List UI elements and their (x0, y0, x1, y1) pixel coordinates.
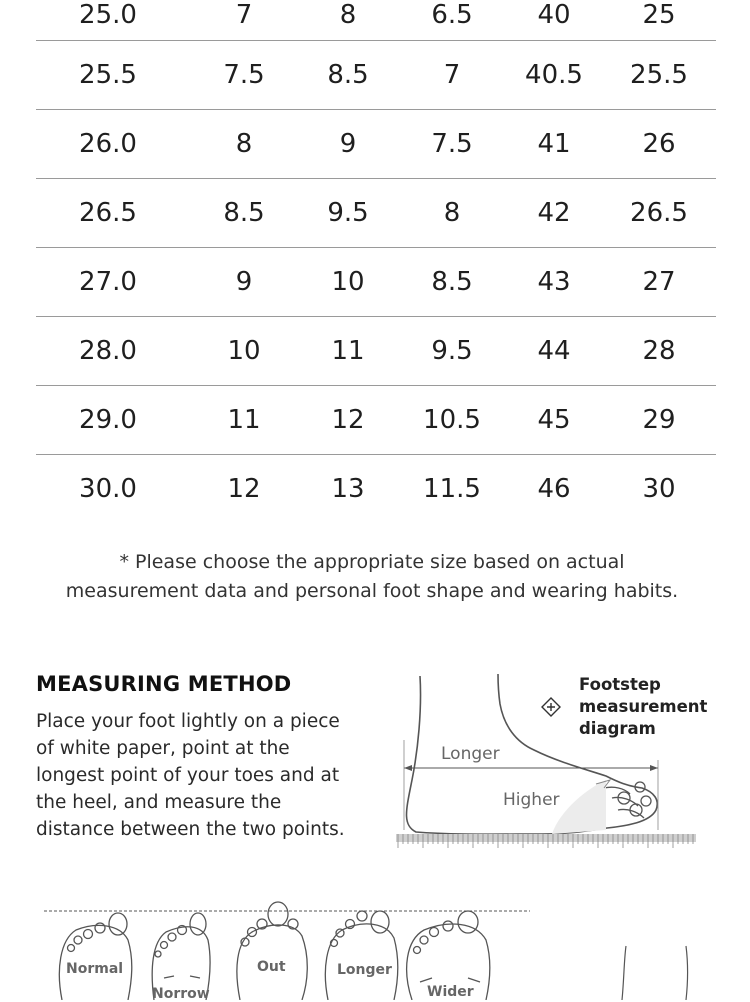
method-line-3: longest point of your toes and at (36, 765, 340, 786)
diagram-caption (579, 674, 729, 740)
longer-label: Longer (441, 744, 500, 764)
table-cell: 9.5 (431, 336, 473, 366)
foot-partial (622, 946, 688, 1000)
shape-label-out: Out (257, 959, 286, 975)
table-cell: 28 (642, 336, 676, 366)
table-cell: 13 (331, 474, 365, 504)
table-cell: 9 (339, 129, 357, 159)
table-cell: 26 (642, 129, 676, 159)
measuring-method-title: MEASURING METHOD (36, 672, 292, 696)
size-note-line-1: * Please choose the appropriate size based on actual (119, 551, 625, 573)
table-cell: 8 (339, 0, 357, 30)
method-line-4: the heel, and measure the (36, 792, 282, 813)
table-row (36, 455, 716, 523)
table-cell: 25.5 (79, 60, 137, 90)
diagram-caption-line-2: measurement (579, 697, 708, 716)
table-cell: 6.5 (431, 0, 473, 30)
table-cell: 10 (227, 336, 261, 366)
method-line-2: of white paper, point at the (36, 738, 290, 759)
table-cell: 9.5 (327, 198, 369, 228)
size-note (0, 548, 744, 606)
ruler (396, 834, 696, 842)
shape-label-wider: Wider (427, 984, 474, 1000)
table-cell: 26.5 (79, 198, 137, 228)
size-note-line-2: measurement data and personal foot shape and wearing habits. (65, 580, 679, 602)
table-cell: 8.5 (327, 60, 369, 90)
table-cell: 8 (443, 198, 461, 228)
table-cell: 11.5 (423, 474, 481, 504)
table-cell: 10 (331, 267, 365, 297)
table-cell: 30.0 (79, 474, 137, 504)
table-cell: 27 (642, 267, 676, 297)
size-table (36, 0, 716, 523)
measuring-method-text (36, 708, 386, 843)
table-cell: 11 (227, 405, 261, 435)
table-cell: 9 (235, 267, 253, 297)
diagram-caption-line-3: diagram (579, 719, 656, 738)
table-cell: 45 (537, 405, 571, 435)
table-cell: 44 (537, 336, 571, 366)
table-row (36, 110, 716, 179)
table-cell: 25 (642, 0, 676, 30)
table-cell: 40 (537, 0, 571, 30)
table-cell: 26.5 (630, 198, 688, 228)
foot-out (237, 902, 307, 1000)
table-cell: 30 (642, 474, 676, 504)
table-cell: 7.5 (223, 60, 265, 90)
table-cell: 29 (642, 405, 676, 435)
table-cell: 12 (331, 405, 365, 435)
table-cell: 8.5 (431, 267, 473, 297)
foot-longer (325, 911, 397, 1000)
table-cell: 46 (537, 474, 571, 504)
table-row (36, 41, 716, 110)
shape-label-normal: Normal (66, 961, 124, 977)
table-cell: 42 (537, 198, 571, 228)
method-line-1: Place your foot lightly on a piece (36, 711, 340, 732)
shape-label-longer: Longer (337, 962, 392, 978)
table-cell: 43 (537, 267, 571, 297)
table-row (36, 0, 716, 41)
table-cell: 25.0 (79, 0, 137, 30)
table-cell: 27.0 (79, 267, 137, 297)
table-cell: 7.5 (431, 129, 473, 159)
foot-shapes-illustration (40, 900, 740, 1000)
table-cell: 26.0 (79, 129, 137, 159)
table-cell: 12 (227, 474, 261, 504)
table-row (36, 317, 716, 386)
higher-label: Higher (503, 790, 560, 810)
diagram-caption-line-1: Footstep (579, 675, 661, 694)
table-cell: 8 (235, 129, 253, 159)
table-row (36, 386, 716, 455)
table-cell: 40.5 (525, 60, 583, 90)
table-cell: 8.5 (223, 198, 265, 228)
table-cell: 28.0 (79, 336, 137, 366)
table-cell: 25.5 (630, 60, 688, 90)
table-cell: 7 (443, 60, 461, 90)
table-row (36, 248, 716, 317)
arch-shade (552, 780, 606, 834)
table-cell: 11 (331, 336, 365, 366)
table-cell: 29.0 (79, 405, 137, 435)
foot-normal (59, 913, 131, 1000)
table-row (36, 179, 716, 248)
plus-diamond-icon (540, 696, 562, 718)
table-cell: 10.5 (423, 405, 481, 435)
table-cell: 41 (537, 129, 571, 159)
table-cell: 7 (235, 0, 253, 30)
shape-label-narrow: Norrow (152, 986, 210, 1002)
method-line-5: distance between the two points. (36, 819, 345, 840)
